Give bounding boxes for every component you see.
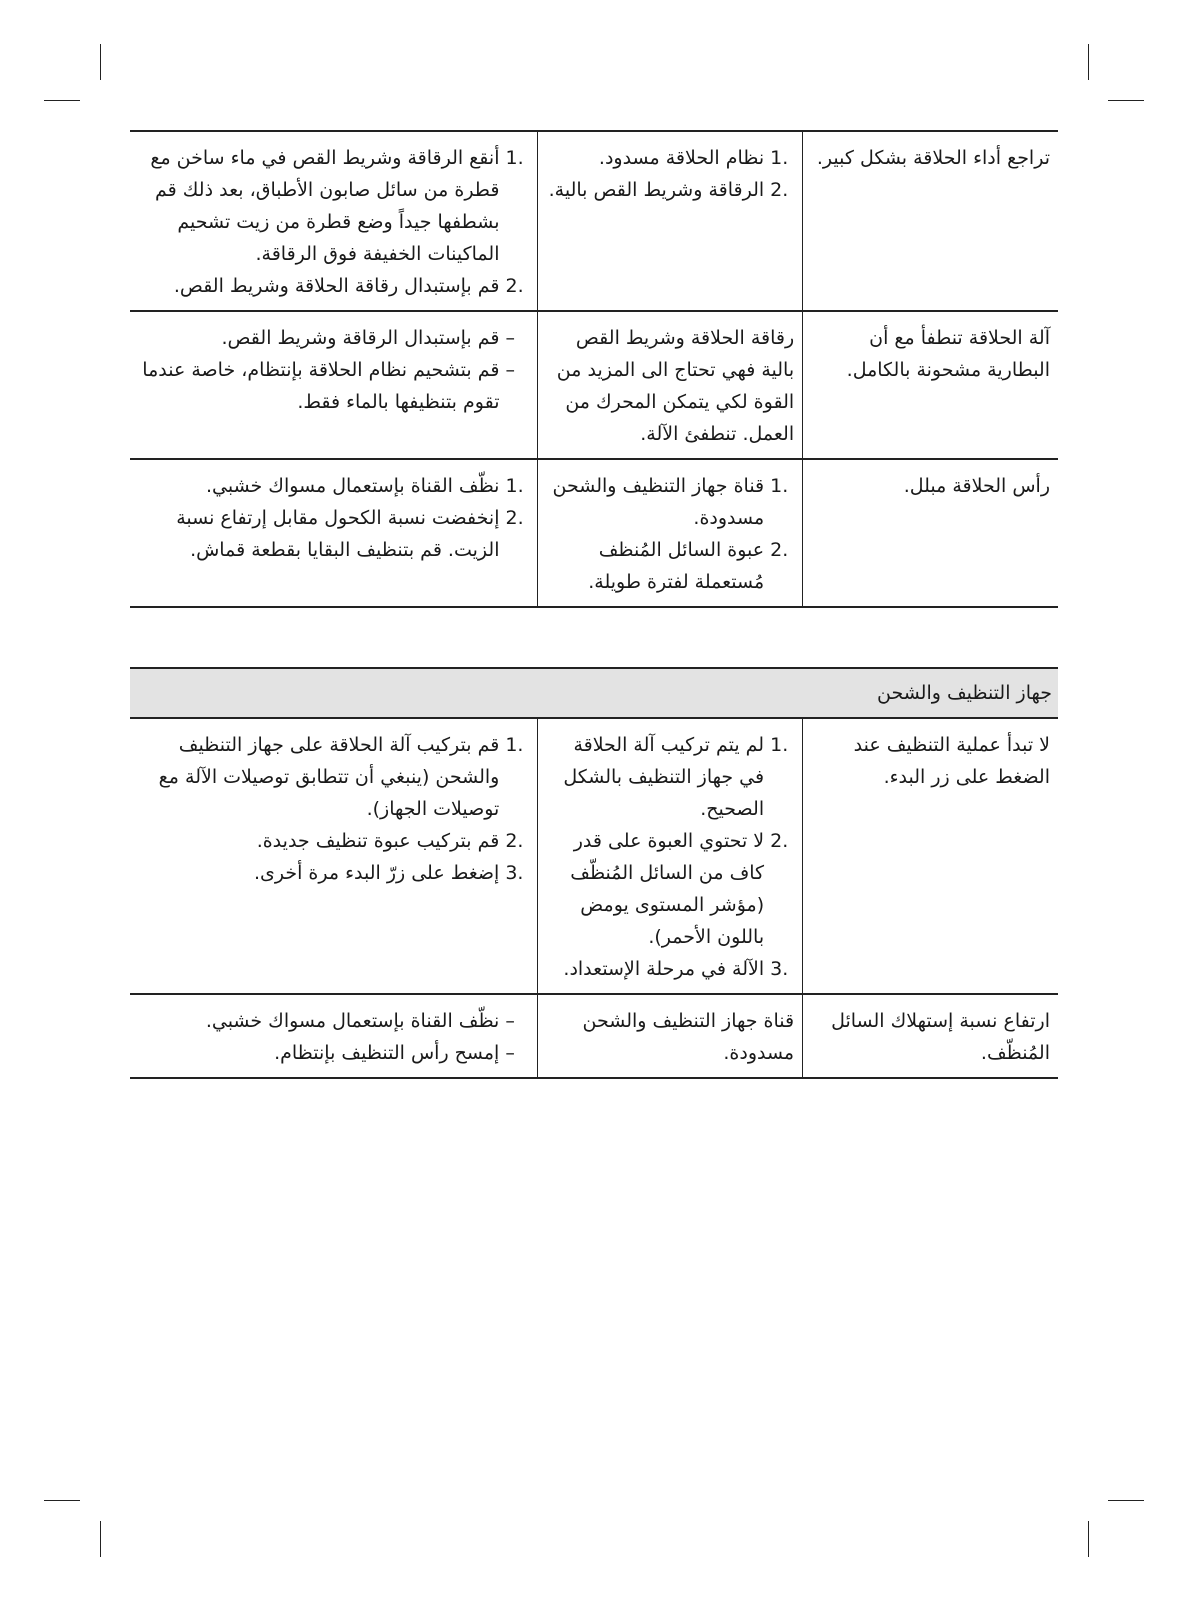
solutions-item (138, 825, 529, 857)
crop-mark (44, 1500, 80, 1501)
section-header: جهاز التنظيف والشحن (130, 668, 1058, 718)
problem-cell (803, 994, 1058, 1078)
solutions-item (138, 857, 529, 889)
dash-bullet: – (505, 1042, 515, 1064)
solutions-list (138, 470, 529, 566)
causes-item (546, 825, 794, 953)
causes-item-text: لا تحتوي العبوة على قدر كاف من السائل المُنظّف (مؤشر المستوى يومض باللون الأحمر). (570, 830, 765, 948)
causes-list (546, 470, 794, 598)
solutions-list (138, 142, 529, 302)
problem-cell (803, 311, 1058, 459)
item-number: 2. (770, 830, 789, 852)
causes-text: قناة جهاز التنظيف والشحن مسدودة. (582, 1010, 795, 1064)
table-row (130, 131, 1058, 311)
cause-cell (538, 311, 803, 459)
solutions-item-text: قم بتركيب آلة الحلاقة على جهاز التنظيف والشحن (ينبغي أن تتطابق توصيلات الآلة مع توصيلات الجهاز). (158, 734, 500, 820)
crop-mark (100, 44, 101, 80)
causes-item (546, 174, 794, 206)
solutions-item-text: قم بتشحيم نظام الحلاقة بإنتظام، خاصة عندما تقوم بتنظيفها بالماء فقط. (142, 359, 500, 413)
solutions-item (138, 354, 529, 418)
dash-bullet: – (505, 327, 515, 349)
solutions-item-text: قم بتركيب عبوة تنظيف جديدة. (256, 830, 500, 852)
item-number: 1. (505, 147, 524, 169)
solutions-item-text: إمسح رأس التنظيف بإنتظام. (274, 1042, 500, 1064)
item-number: 3. (505, 862, 524, 884)
solution-cell (130, 718, 538, 994)
problem-text: لا تبدأ عملية التنظيف عند الضغط على زر البدء. (853, 734, 1050, 788)
crop-mark (1108, 1500, 1144, 1501)
solution-cell (130, 459, 538, 607)
item-number: 2. (505, 830, 524, 852)
item-number: 1. (770, 734, 789, 756)
item-number: 3. (770, 958, 789, 980)
problem-text: آلة الحلاقة تنطفأ مع أن البطارية مشحونة بالكامل. (846, 327, 1050, 381)
causes-item-text: نظام الحلاقة مسدود. (598, 147, 765, 169)
problem-cell (803, 718, 1058, 994)
problem-text: تراجع أداء الحلاقة بشكل كبير. (816, 147, 1050, 169)
cause-cell (538, 718, 803, 994)
solutions-list (138, 1005, 529, 1069)
solutions-item-text: إنخفضت نسبة الكحول مقابل إرتفاع نسبة الزيت. قم بتنظيف البقايا بقطعة قماش. (176, 507, 500, 561)
causes-item-text: الآلة في مرحلة الإستعداد. (563, 958, 765, 980)
solutions-item (138, 729, 529, 825)
solution-cell (130, 131, 538, 311)
problem-text: رأس الحلاقة مبلل. (903, 475, 1050, 497)
item-number: 1. (505, 734, 524, 756)
solutions-item-text: إضغط على زرّ البدء مرة أخرى. (253, 862, 500, 884)
solutions-item (138, 142, 529, 270)
solutions-item (138, 502, 529, 566)
solutions-item-text: أنقع الرقاقة وشريط القص في ماء ساخن مع قطرة من سائل صابون الأطباق، بعد ذلك قم بشطفها جيداً وضع قطرة من زيت تشحيم الماكينات الخفيفة فوق الرقاقة. (150, 147, 500, 265)
solutions-item-text: قم بإستبدال الرقاقة وشريط القص. (221, 327, 500, 349)
causes-item (546, 953, 794, 985)
solutions-item-text: نظّف القناة بإستعمال مسواك خشبي. (205, 1010, 500, 1032)
problem-cell (803, 459, 1058, 607)
causes-list (546, 729, 794, 985)
table-row (130, 718, 1058, 994)
item-number: 2. (505, 507, 524, 529)
causes-item (546, 729, 794, 825)
crop-mark (1108, 100, 1144, 101)
item-number: 2. (770, 539, 789, 561)
item-number: 2. (505, 275, 524, 297)
solutions-item (138, 322, 529, 354)
item-number: 2. (770, 179, 789, 201)
table-row (130, 994, 1058, 1078)
causes-item-text: عبوة السائل المُنظف مُستعملة لفترة طويلة. (588, 539, 765, 593)
solution-cell (130, 994, 538, 1078)
item-number: 1. (770, 147, 789, 169)
troubleshooting-table-shaver (130, 130, 1058, 608)
crop-mark (1088, 1521, 1089, 1557)
dash-bullet: – (505, 1010, 515, 1032)
causes-list (546, 142, 794, 206)
crop-mark (1088, 44, 1089, 80)
solutions-item (138, 1005, 529, 1037)
solutions-item (138, 1037, 529, 1069)
solutions-item-text: قم بإستبدال رقاقة الحلاقة وشريط القص. (173, 275, 500, 297)
item-number: 1. (770, 475, 789, 497)
problem-text: ارتفاع نسبة إستهلاك السائل المُنظّف. (831, 1010, 1050, 1064)
solutions-item (138, 270, 529, 302)
causes-item (546, 470, 794, 534)
causes-text: رقاقة الحلاقة وشريط القص بالية فهي تحتاج الى المزيد من القوة لكي يتمكن المحرك من العمل. تنطفئ الآلة. (556, 327, 795, 445)
causes-item-text: لم يتم تركيب آلة الحلاقة في جهاز التنظيف بالشكل الصحيح. (563, 734, 765, 820)
table-row (130, 459, 1058, 607)
solutions-item (138, 470, 529, 502)
section-header-row (130, 668, 1058, 718)
cause-cell (538, 459, 803, 607)
cause-cell (538, 994, 803, 1078)
causes-item (546, 142, 794, 174)
causes-item-text: الرقاقة وشريط القص بالية. (548, 179, 765, 201)
solution-cell (130, 311, 538, 459)
cause-cell (538, 131, 803, 311)
causes-item-text: قناة جهاز التنظيف والشحن مسدودة. (552, 475, 765, 529)
troubleshooting-table-cleaning-station (130, 667, 1058, 1079)
solutions-list (138, 322, 529, 418)
crop-mark (100, 1521, 101, 1557)
dash-bullet: – (505, 359, 515, 381)
solutions-list (138, 729, 529, 889)
causes-item (546, 534, 794, 598)
table-row (130, 311, 1058, 459)
crop-mark (44, 100, 80, 101)
solutions-item-text: نظّف القناة بإستعمال مسواك خشبي. (205, 475, 500, 497)
item-number: 1. (505, 475, 524, 497)
problem-cell (803, 131, 1058, 311)
